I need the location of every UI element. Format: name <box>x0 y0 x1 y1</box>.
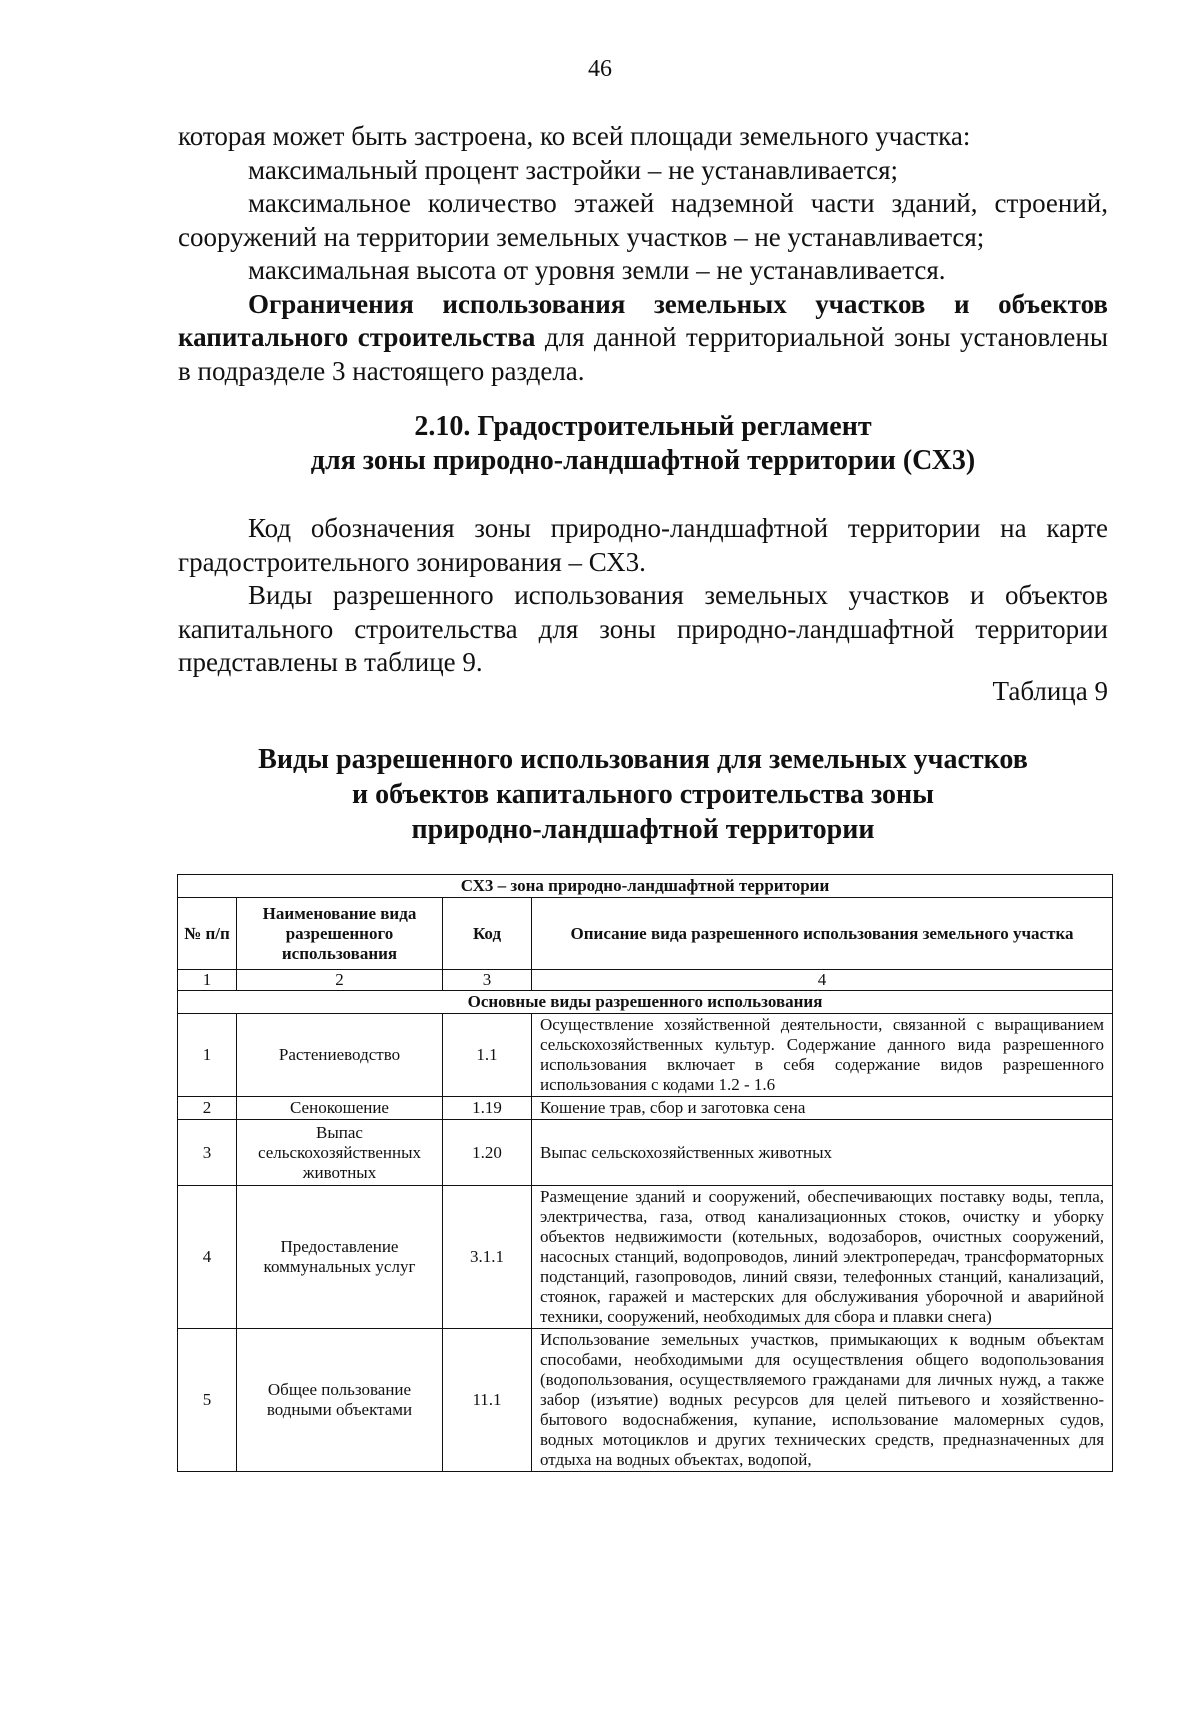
restrictions-rest: для данной территориальной зоны установлены в подразделе 3 настоящего раздела. <box>178 322 1108 386</box>
restrictions-paragraph <box>178 288 1108 389</box>
column-number: 2 <box>237 970 443 991</box>
section-text <box>178 512 1108 680</box>
table-title-line1: Виды разрешенного использования для земельных участков <box>258 744 1028 775</box>
row-name: Растениеводство <box>237 1014 443 1097</box>
column-number: 1 <box>178 970 237 991</box>
row-number: 3 <box>178 1120 237 1186</box>
regulations-table <box>177 874 1113 1472</box>
row-name: Выпас сельскохозяйственных животных <box>237 1120 443 1186</box>
table-title <box>178 742 1108 847</box>
paragraph: максимальный процент застройки – не устанавливается; <box>248 154 899 185</box>
section-heading-line1: 2.10. Градостроительный регламент <box>414 411 872 442</box>
row-number: 4 <box>178 1186 237 1329</box>
restrictions-bold: Ограничения использования земельных участков и объектов капитального строительства <box>178 288 1108 352</box>
paragraph: максимальная высота от уровня земли – не устанавливается. <box>248 255 946 285</box>
section-heading <box>178 410 1108 478</box>
row-description: Кошение трав, сбор и заготовка сена <box>532 1097 1113 1120</box>
row-description: Осуществление хозяйственной деятельности, связанной с выращиванием сельскохозяйственных культур. Содержание данного вида разрешенного использования включает в себя содержание видов разрешенного использования с кодами 1.2 - 1.6 <box>532 1014 1113 1097</box>
paragraph: максимальное количество этажей надземной части зданий, строений, сооружений на территории земельных участков – не устанавливается; <box>178 188 1108 252</box>
row-code: 1.1 <box>443 1014 532 1097</box>
table-row <box>178 1120 1113 1186</box>
section-heading-line2: для зоны природно-ландшафтной территории (СХ3) <box>310 445 976 476</box>
intro-text <box>178 120 1108 388</box>
row-name: Предоставление коммунальных услуг <box>237 1186 443 1329</box>
paragraph: Код обозначения зоны природно-ландшафтной территории на карте градостроительного зонирования – СХ3. <box>178 513 1108 577</box>
table-row <box>178 1097 1113 1120</box>
table-label: Таблица 9 <box>992 676 1108 706</box>
paragraph: которая может быть застроена, ко всей площади земельного участка: <box>178 121 971 151</box>
row-code: 1.20 <box>443 1120 532 1186</box>
column-number: 3 <box>443 970 532 991</box>
row-number: 1 <box>178 1014 237 1097</box>
table-row <box>178 1014 1113 1097</box>
row-name: Общее пользование водными объектами <box>237 1329 443 1472</box>
section-title: Основные виды разрешенного использования <box>178 991 1113 1014</box>
page-number: 46 <box>588 56 612 82</box>
header-number: № п/п <box>178 898 237 970</box>
table-row <box>178 1186 1113 1329</box>
row-description: Размещение зданий и сооружений, обеспечивающих поставку воды, тепла, электричества, газа, отвод канализационных стоков, очистку и уборку объектов недвижимости (котельных, водозаборов, очистных сооружений, насосных станций, водопроводов, линий электропередач, трансформаторных подстанций, газопроводов, линий связи, телефонных станций, канализаций, стоянок, гаражей и мастерских для обслуживания уборочной и аварийной техники, сооружений, необходимых для сбора и плавки снега) <box>532 1186 1113 1329</box>
row-code: 3.1.1 <box>443 1186 532 1329</box>
table-title-line3: природно-ландшафтной территории <box>411 814 875 845</box>
header-code: Код <box>443 898 532 970</box>
row-name: Сенокошение <box>237 1097 443 1120</box>
row-code: 11.1 <box>443 1329 532 1472</box>
row-description: Выпас сельскохозяйственных животных <box>532 1120 1113 1186</box>
row-code: 1.19 <box>443 1097 532 1120</box>
column-number: 4 <box>532 970 1113 991</box>
zone-title: СХ3 – зона природно-ландшафтной территории <box>178 875 1113 898</box>
row-number: 5 <box>178 1329 237 1472</box>
header-name: Наименование вида разрешенного использования <box>237 898 443 970</box>
header-description: Описание вида разрешенного использования земельного участка <box>532 898 1113 970</box>
row-number: 2 <box>178 1097 237 1120</box>
table-row <box>178 1329 1113 1472</box>
row-description: Использование земельных участков, примыкающих к водным объектам способами, необходимыми для осуществления общего водопользования (водопользования, осуществляемого гражданами для личных нужд, а также забор (изъятие) водных ресурсов для целей питьевого и хозяйственно-бытового водоснабжения, купание, использование маломерных судов, водных мотоциклов и других технических средств, предназначенных для отдыха на водных объектах, водопой, <box>532 1329 1113 1472</box>
paragraph: Виды разрешенного использования земельных участков и объектов капитального строительства для зоны природно-ландшафтной территории представлены в таблице 9. <box>178 580 1108 677</box>
table-title-line2: и объектов капитального строительства зоны <box>351 779 935 810</box>
